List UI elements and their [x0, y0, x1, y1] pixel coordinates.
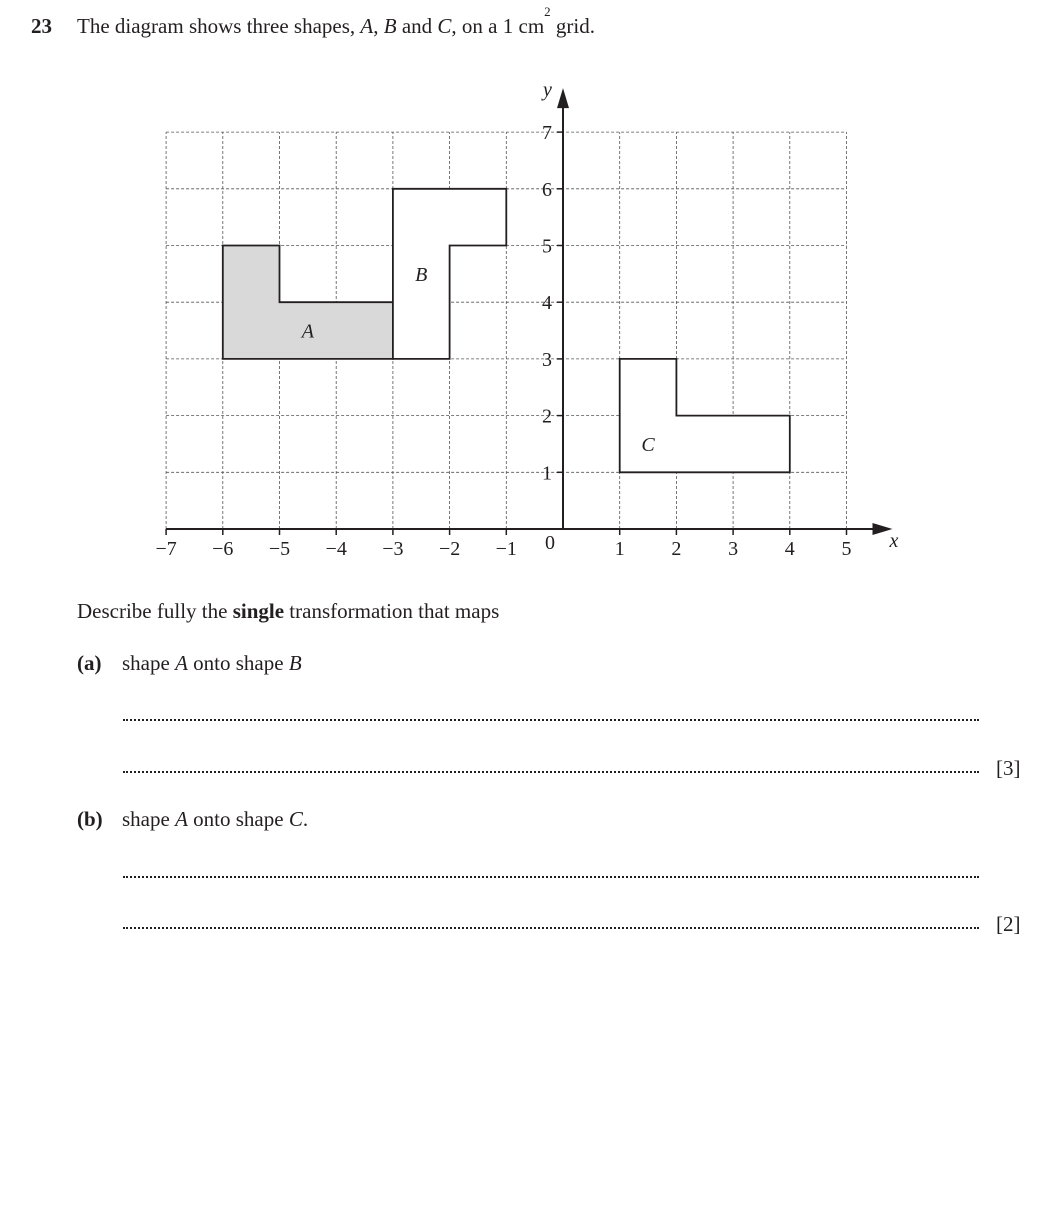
shape-b-ref: B	[383, 14, 397, 38]
shape-a-ref: A	[360, 14, 374, 38]
y-tick-label: 5	[542, 235, 552, 258]
instruction-after: transformation that maps	[284, 599, 500, 623]
instruction-before: Describe fully the	[77, 599, 233, 623]
shape-b	[393, 189, 506, 359]
origin-label: 0	[545, 532, 555, 554]
part-a-text-before: shape	[122, 651, 176, 675]
part-a-shape2: B	[288, 651, 302, 675]
sep2: and	[396, 14, 438, 38]
part-a-text-mid: onto shape	[187, 651, 289, 675]
x-tick-label: 3	[728, 538, 739, 560]
y-tick-label: 3	[542, 348, 552, 371]
x-tick-label: −4	[325, 538, 347, 560]
x-tick-label: 5	[841, 538, 852, 560]
answer-line-a1[interactable]	[123, 719, 979, 721]
x-tick-label: −2	[438, 538, 461, 560]
question-intro-after: grid.	[550, 14, 595, 38]
unit-power: 2	[544, 4, 551, 19]
shape-label-b: B	[415, 263, 428, 286]
part-a-shape1: A	[175, 651, 188, 675]
part-b-text-before: shape	[122, 807, 176, 831]
part-b-label: (b)	[77, 807, 103, 831]
part-b-shape1: A	[175, 807, 188, 831]
shape-label-c: C	[641, 433, 655, 456]
x-tick-label: −7	[155, 538, 177, 560]
part-b-text-mid: onto shape	[187, 807, 289, 831]
y-tick-label: 4	[542, 292, 552, 315]
instruction-text	[77, 599, 499, 624]
answer-line-b2[interactable]	[123, 927, 979, 929]
x-tick-label: 4	[784, 538, 795, 560]
question-number: 23	[31, 14, 52, 38]
sep1: ,	[373, 14, 384, 38]
coordinate-grid-diagram	[0, 0, 1056, 600]
x-tick-label: 2	[671, 538, 682, 560]
x-tick-label: 1	[614, 538, 625, 560]
shape-c-ref: C	[437, 14, 452, 38]
part-a-question	[77, 651, 302, 676]
y-tick-label: 1	[542, 462, 552, 485]
part-b-question	[77, 807, 308, 832]
part-b-shape2: C	[288, 807, 303, 831]
answer-line-b1[interactable]	[123, 876, 979, 878]
y-axis-arrow	[557, 88, 569, 108]
x-tick-label: −1	[495, 538, 517, 560]
x-axis-label: x	[889, 530, 899, 552]
part-a-label: (a)	[77, 651, 102, 675]
y-tick-label: 7	[542, 122, 552, 145]
answer-line-a2[interactable]	[123, 771, 979, 773]
x-tick-label: −5	[268, 538, 291, 560]
x-tick-label: −6	[212, 538, 234, 560]
part-b-text-after: .	[302, 807, 309, 831]
question-intro-mid: , on a 1 cm	[451, 14, 545, 38]
y-tick-label: 6	[542, 178, 552, 201]
y-tick-label: 2	[542, 405, 552, 428]
instruction-bold: single	[232, 599, 285, 623]
part-a-marks: [3]	[996, 756, 1021, 780]
shape-label-a: A	[301, 320, 314, 343]
x-tick-label: −3	[382, 538, 404, 560]
question-intro-before: The diagram shows three shapes,	[77, 14, 361, 38]
part-b-marks: [2]	[996, 912, 1021, 936]
y-axis-label: y	[543, 79, 552, 102]
